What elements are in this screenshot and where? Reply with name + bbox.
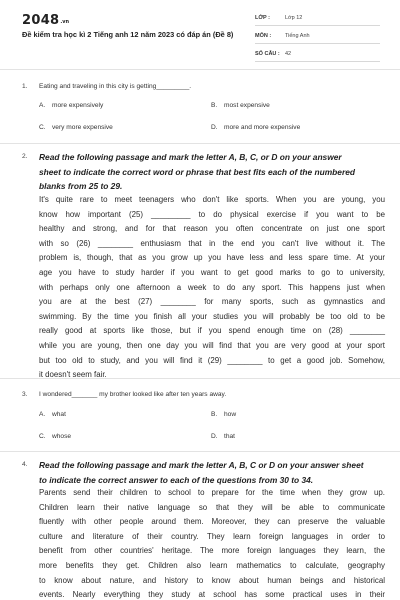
passage-line: with so (26) ________ enthusiasm that in the end you can't live without it. The xyxy=(39,238,385,248)
passage-line: really good at sports like those, but if you spend enough time on (28) ________ xyxy=(39,326,385,336)
option-text: that xyxy=(224,433,235,440)
meta-class-row xyxy=(255,13,380,26)
page-title: Đề kiểm tra học kì 2 Tiếng anh 12 năm 2023 có đáp án (Đề 8) xyxy=(22,30,234,39)
question-number: 2. xyxy=(22,153,28,160)
meta-subject-row xyxy=(255,31,380,44)
passage-instruction xyxy=(39,150,384,194)
option-b[interactable] xyxy=(211,102,270,109)
site-logo[interactable] xyxy=(22,13,69,28)
divider xyxy=(0,451,400,452)
meta-count-row xyxy=(255,49,380,62)
option-text: more expensively xyxy=(52,102,104,109)
passage-line: to know about nature, and history to know about human beings and historical xyxy=(39,575,385,585)
option-text: what xyxy=(52,411,66,418)
question-number: 3. xyxy=(22,391,28,398)
question-number: 1. xyxy=(22,83,28,90)
passage-instruction xyxy=(39,458,384,487)
option-letter: B. xyxy=(211,102,218,109)
option-text: more and more expensive xyxy=(224,124,301,131)
option-letter: A. xyxy=(39,102,46,109)
instruction-line: Read the following passage and mark the letter A, B, C or D on your answer sheet xyxy=(39,460,364,470)
passage-line: it doesn't seem fair. xyxy=(39,370,107,380)
question-stem: Eating and traveling in this city is getting_________. xyxy=(39,83,192,90)
divider xyxy=(0,143,400,144)
instruction-line: sheet to indicate the correct word or phrase that best fits each of the numbered xyxy=(39,166,355,177)
passage-line: fluently with other people around them. Moreover, they can preserve the valuable xyxy=(39,517,385,527)
option-text: whose xyxy=(52,433,72,440)
reading-passage xyxy=(39,486,385,600)
passage-line: know how important (25) _________ to do physical exercise if you want to be xyxy=(39,209,385,219)
option-letter: D. xyxy=(211,433,218,440)
option-d[interactable] xyxy=(211,124,300,131)
option-letter: A. xyxy=(39,411,46,418)
instruction-line: to indicate the correct answer to each of the questions from 30 to 34. xyxy=(39,474,314,485)
option-d[interactable] xyxy=(211,433,235,440)
divider xyxy=(0,69,400,70)
option-text: how xyxy=(224,411,237,418)
meta-label: MÔN : xyxy=(255,33,272,39)
passage-line: but too old to study, and you will find it (29) ________ to get a good job. Somehow, xyxy=(39,355,385,365)
passage-line: culture and literature of their country. They learn foreign languages in order to xyxy=(39,531,385,541)
meta-value: 42 xyxy=(285,51,292,57)
page-header xyxy=(0,0,400,66)
option-c[interactable] xyxy=(39,124,113,131)
option-letter: D. xyxy=(211,124,218,131)
divider xyxy=(0,378,400,379)
passage-line: while you are young, then one day you will find that you are very good at your sport xyxy=(39,340,385,350)
option-b[interactable] xyxy=(211,411,236,418)
meta-label: SỐ CÂU : xyxy=(255,51,280,57)
option-c[interactable] xyxy=(39,433,71,440)
passage-line: age you have to study harder if you want to get good marks to go to university, xyxy=(39,267,385,277)
exam-meta xyxy=(255,13,380,67)
passage-line: benefit from other countries' heritage. The more foreign languages they learn, the xyxy=(39,546,385,556)
passage-line: events. Nearly everything they study at school has some practical uses in their xyxy=(39,590,385,600)
option-letter: C. xyxy=(39,433,46,440)
passage-line: healthy and strong, and for that reason you often concentrate on just one sport xyxy=(39,224,385,234)
instruction-line: blanks from 25 to 29. xyxy=(39,181,123,191)
passage-line: problem is, though, that as you grow up you have less and less spare time. At your xyxy=(39,253,385,263)
meta-value: Tiếng Anh xyxy=(285,33,310,39)
meta-label: LỚP : xyxy=(255,15,270,21)
meta-value: Lớp 12 xyxy=(285,15,303,21)
instruction-line: Read the following passage and mark the letter A, B, C, or D on your answer xyxy=(39,152,342,162)
passage-line: swimming. By the time you finish all your studies you will probably be too old to be xyxy=(39,311,385,321)
logo-suffix: .vn xyxy=(60,19,70,25)
passage-line: It's quite rare to meet teenagers who don't like sports. When you are young, you xyxy=(39,195,385,204)
option-letter: C. xyxy=(39,124,46,131)
passage-line: more benefits they get. Children also learn mathematics to calculate, geography xyxy=(39,560,385,570)
option-letter: B. xyxy=(211,411,218,418)
option-a[interactable] xyxy=(39,411,66,418)
question-number: 4. xyxy=(22,461,28,468)
passage-line: with perhaps only one afternoon a week to do any sport. This happens just when xyxy=(39,282,385,292)
passage-line: you are at the best (27) ________ for many sports, such as gymnastics and xyxy=(39,297,385,307)
passage-line: Children learn their native language so that they will be able to communicate xyxy=(39,502,385,512)
question-stem: I wondered_______ my brother looked like after ten years away. xyxy=(39,391,227,398)
reading-passage xyxy=(39,193,385,383)
option-text: very more expensive xyxy=(52,124,113,131)
passage-line: Parents send their children to school to prepare for the time when they grow up. xyxy=(39,488,385,497)
option-text: most expensive xyxy=(224,102,270,109)
logo-text: 2048 xyxy=(22,13,60,28)
option-a[interactable] xyxy=(39,102,103,109)
